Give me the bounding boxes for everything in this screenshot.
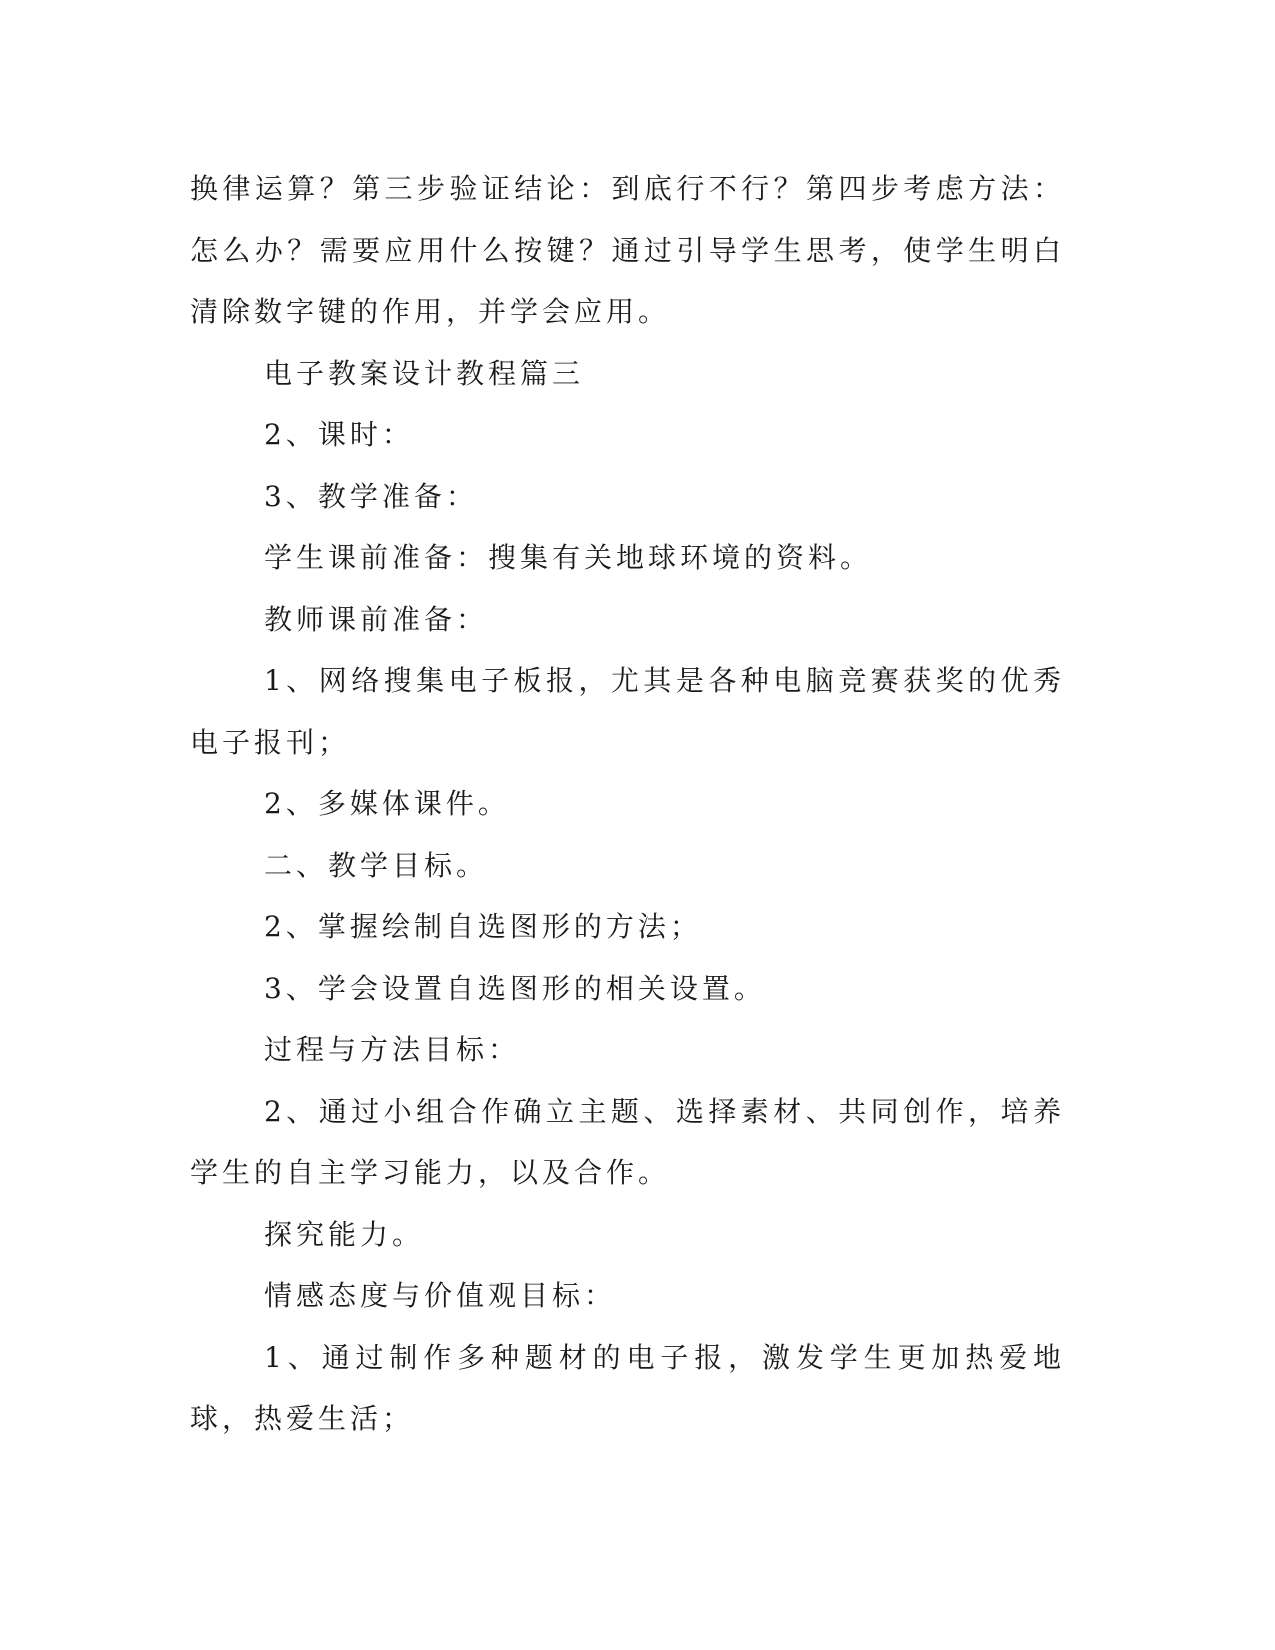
paragraph: 探究能力。 xyxy=(264,1217,425,1251)
paragraph: 1、通过制作多种题材的电子报，激发学生更加热爱地球，热爱生活； xyxy=(190,1340,1065,1435)
paragraph: 3、教学准备： xyxy=(264,479,478,513)
paragraph: 过程与方法目标： xyxy=(264,1033,521,1066)
paragraph: 二、教学目标。 xyxy=(264,848,489,882)
paragraph: 情感态度与价值观目标： xyxy=(264,1279,617,1312)
paragraph: 2、多媒体课件。 xyxy=(264,787,510,820)
paragraph: 换律运算？第三步验证结论：到底行不行？第四步考虑方法：怎么办？需要应用什么按键？通过引导学生思考，使学生明白清除数字键的作用，并学会应用。 xyxy=(190,172,1065,328)
paragraph: 2、掌握绘制自选图形的方法； xyxy=(264,910,702,943)
paragraph: 2、课时： xyxy=(264,418,414,451)
paragraph: 1、网络搜集电子板报，尤其是各种电脑竞赛获奖的优秀电子报刊； xyxy=(190,664,1065,759)
document-body xyxy=(190,158,1065,1450)
paragraph: 3、学会设置自选图形的相关设置。 xyxy=(264,971,766,1005)
paragraph: 学生课前准备：搜集有关地球环境的资料。 xyxy=(264,541,873,574)
paragraph: 2、通过小组合作确立主题、选择素材、共同创作，培养学生的自主学习能力，以及合作。 xyxy=(190,1094,1065,1189)
section-heading: 电子教案设计教程篇三 xyxy=(264,356,585,390)
paragraph: 教师课前准备： xyxy=(264,602,489,636)
